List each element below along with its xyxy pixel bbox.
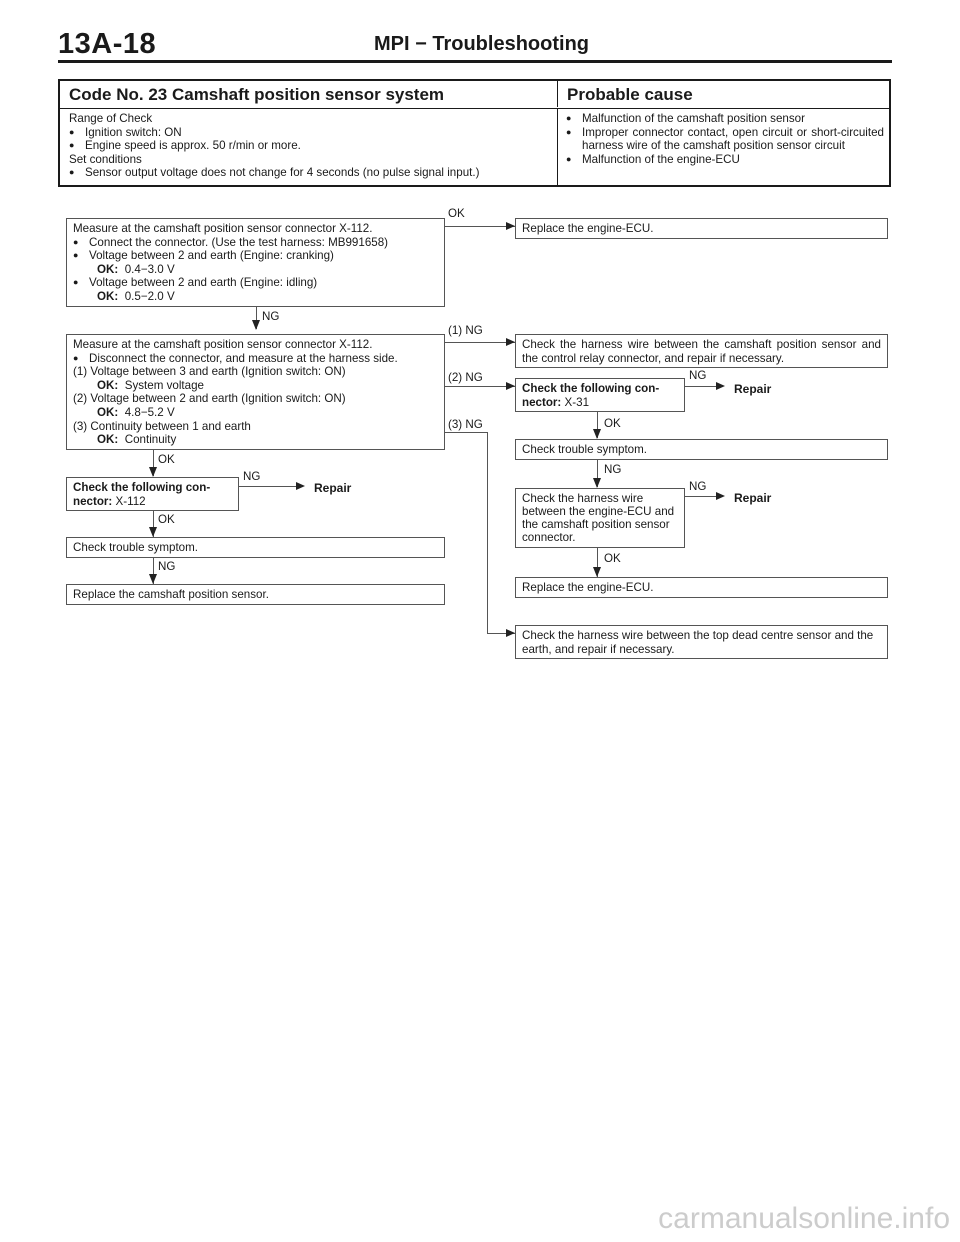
ok-label: OK:	[97, 405, 119, 419]
step2-ok-line	[73, 406, 438, 420]
step1-item: ● Connect the connector. (Use the test harness: MB991658)	[73, 236, 438, 250]
replace-ecu-box: Replace the engine-ECU.	[515, 577, 888, 598]
arrow-down-icon	[149, 467, 157, 477]
step1-item: ● Voltage between 2 and earth (Engine: cranking)	[73, 249, 438, 263]
step2-check: (1) Voltage between 3 and earth (Ignition switch: ON)	[73, 365, 346, 379]
step1-measure-box	[66, 218, 445, 307]
step2-ok-line	[73, 433, 438, 447]
trouble-symptom-box: Check trouble symptom.	[66, 537, 445, 558]
connector-check-label: Check the following con- nector:	[73, 481, 211, 508]
ng-branch-label: NG	[689, 480, 707, 493]
cause-item: ● Malfunction of the engine-ECU	[566, 153, 884, 167]
arrow-right-icon	[296, 482, 305, 490]
trouble-symptom-box: Check trouble symptom.	[515, 439, 888, 460]
ok-value: Continuity	[124, 433, 177, 447]
connector-line	[239, 486, 297, 487]
ok-label: OK:	[97, 289, 119, 303]
header-rule	[58, 60, 892, 63]
connector-check-label: Check the following con- nector:	[522, 382, 660, 409]
ng-branch-label: NG	[604, 463, 622, 476]
ng2-branch-label: (2) NG	[448, 371, 483, 384]
set-conditions-label: Set conditions	[69, 152, 142, 166]
table-heading-rule	[60, 108, 889, 109]
connector-line	[685, 386, 717, 387]
repair-label: Repair	[734, 491, 772, 505]
repair-label: Repair	[314, 481, 352, 495]
replace-sensor-box: Replace the camshaft position sensor.	[66, 584, 445, 605]
ok-value: 0.5−2.0 V	[124, 289, 175, 303]
ok-label: OK:	[97, 433, 119, 447]
step2-title: Measure at the camshaft position sensor connector X-112.	[73, 338, 373, 351]
connector-line	[445, 342, 515, 343]
ok-value: 0.4−3.0 V	[124, 262, 175, 276]
range-of-check-label: Range of Check	[69, 112, 153, 125]
step2-ok-line	[73, 379, 438, 393]
arrow-down-icon	[593, 429, 601, 439]
cause-item: ● Improper connector contact, open circuit or short-circuited harness wire of the camshaft position sensor circuit	[566, 126, 884, 153]
step1-ok-line	[73, 290, 438, 304]
arrow-down-icon	[593, 478, 601, 488]
ng-branch-label: NG	[262, 310, 280, 323]
arrow-right-icon	[506, 629, 515, 637]
connector-line	[445, 226, 515, 227]
ok-value: System voltage	[124, 378, 204, 392]
table-column-divider	[557, 109, 558, 185]
ng-branch-label: NG	[243, 470, 261, 483]
arrow-right-icon	[716, 382, 725, 390]
ok-label: OK:	[97, 378, 119, 392]
connector-id: X-31	[564, 395, 590, 409]
probable-cause-heading: Probable cause	[557, 81, 889, 107]
step1-ok-line	[73, 263, 438, 277]
arrow-down-icon	[149, 574, 157, 584]
arrow-right-icon	[716, 492, 725, 500]
arrow-right-icon	[506, 338, 515, 346]
harness-tdc-check-box: Check the harness wire between the top dead centre sensor and the earth, and repair if necessary.	[515, 625, 888, 659]
ok-branch-label: OK	[448, 207, 465, 220]
arrow-down-icon	[252, 320, 260, 330]
arrow-right-icon	[506, 382, 515, 390]
ok-value: 4.8−5.2 V	[124, 405, 175, 419]
ok-branch-label: OK	[604, 417, 621, 430]
ng-branch-label: NG	[158, 560, 176, 573]
cause-item: ● Malfunction of the camshaft position sensor	[566, 112, 884, 126]
code-heading: Code No. 23 Camshaft position sensor system	[69, 85, 445, 104]
ok-branch-label: OK	[158, 513, 175, 526]
watermark: carmanualsonline.info	[658, 1202, 950, 1235]
range-item: ● Engine speed is approx. 50 r/min or more.	[69, 139, 554, 153]
replace-ecu-box: Replace the engine-ECU.	[515, 218, 888, 239]
connector-line	[445, 386, 515, 387]
ok-branch-label: OK	[158, 453, 175, 466]
ng3-branch-label: (3) NG	[448, 418, 483, 431]
step2-measure-box	[66, 334, 445, 450]
harness-ecu-sensor-box: Check the harness wire between the engine-ECU and the camshaft position sensor connector.	[515, 488, 685, 548]
connector-id: X-112	[115, 494, 146, 508]
page-number: 13A-18	[58, 28, 157, 60]
step2-check: (3) Continuity between 1 and earth	[73, 419, 251, 433]
page-title: MPI − Troubleshooting	[374, 33, 589, 55]
range-item: ● Ignition switch: ON	[69, 126, 554, 140]
step2-check: (2) Voltage between 2 and earth (Ignition switch: ON)	[73, 392, 346, 406]
step1-title: Measure at the camshaft position sensor connector X-112.	[73, 222, 373, 235]
ok-branch-label: OK	[604, 552, 621, 565]
probable-cause-cell	[566, 112, 884, 166]
ng-branch-label: NG	[689, 369, 707, 382]
connector-line	[685, 496, 717, 497]
diagnostic-code-table	[58, 79, 891, 187]
connector-line	[487, 432, 488, 634]
arrow-right-icon	[506, 222, 515, 230]
set-condition-item: ● Sensor output voltage does not change for 4 seconds (no pulse signal input.)	[69, 166, 554, 180]
ng1-branch-label: (1) NG	[448, 324, 483, 337]
check-conditions-cell	[69, 112, 554, 180]
harness-relay-check-box: Check the harness wire between the camshaft position sensor and the control relay connector, and repair if necessary.	[515, 334, 888, 368]
step1-item: ● Voltage between 2 and earth (Engine: idling)	[73, 276, 438, 290]
repair-label: Repair	[734, 382, 772, 396]
step2-item: ● Disconnect the connector, and measure at the harness side.	[73, 352, 438, 366]
arrow-down-icon	[593, 567, 601, 577]
connector-x112-check-box	[66, 477, 239, 511]
connector-line	[445, 432, 487, 433]
connector-x31-check-box	[515, 378, 685, 412]
ok-label: OK:	[97, 262, 119, 276]
arrow-down-icon	[149, 527, 157, 537]
